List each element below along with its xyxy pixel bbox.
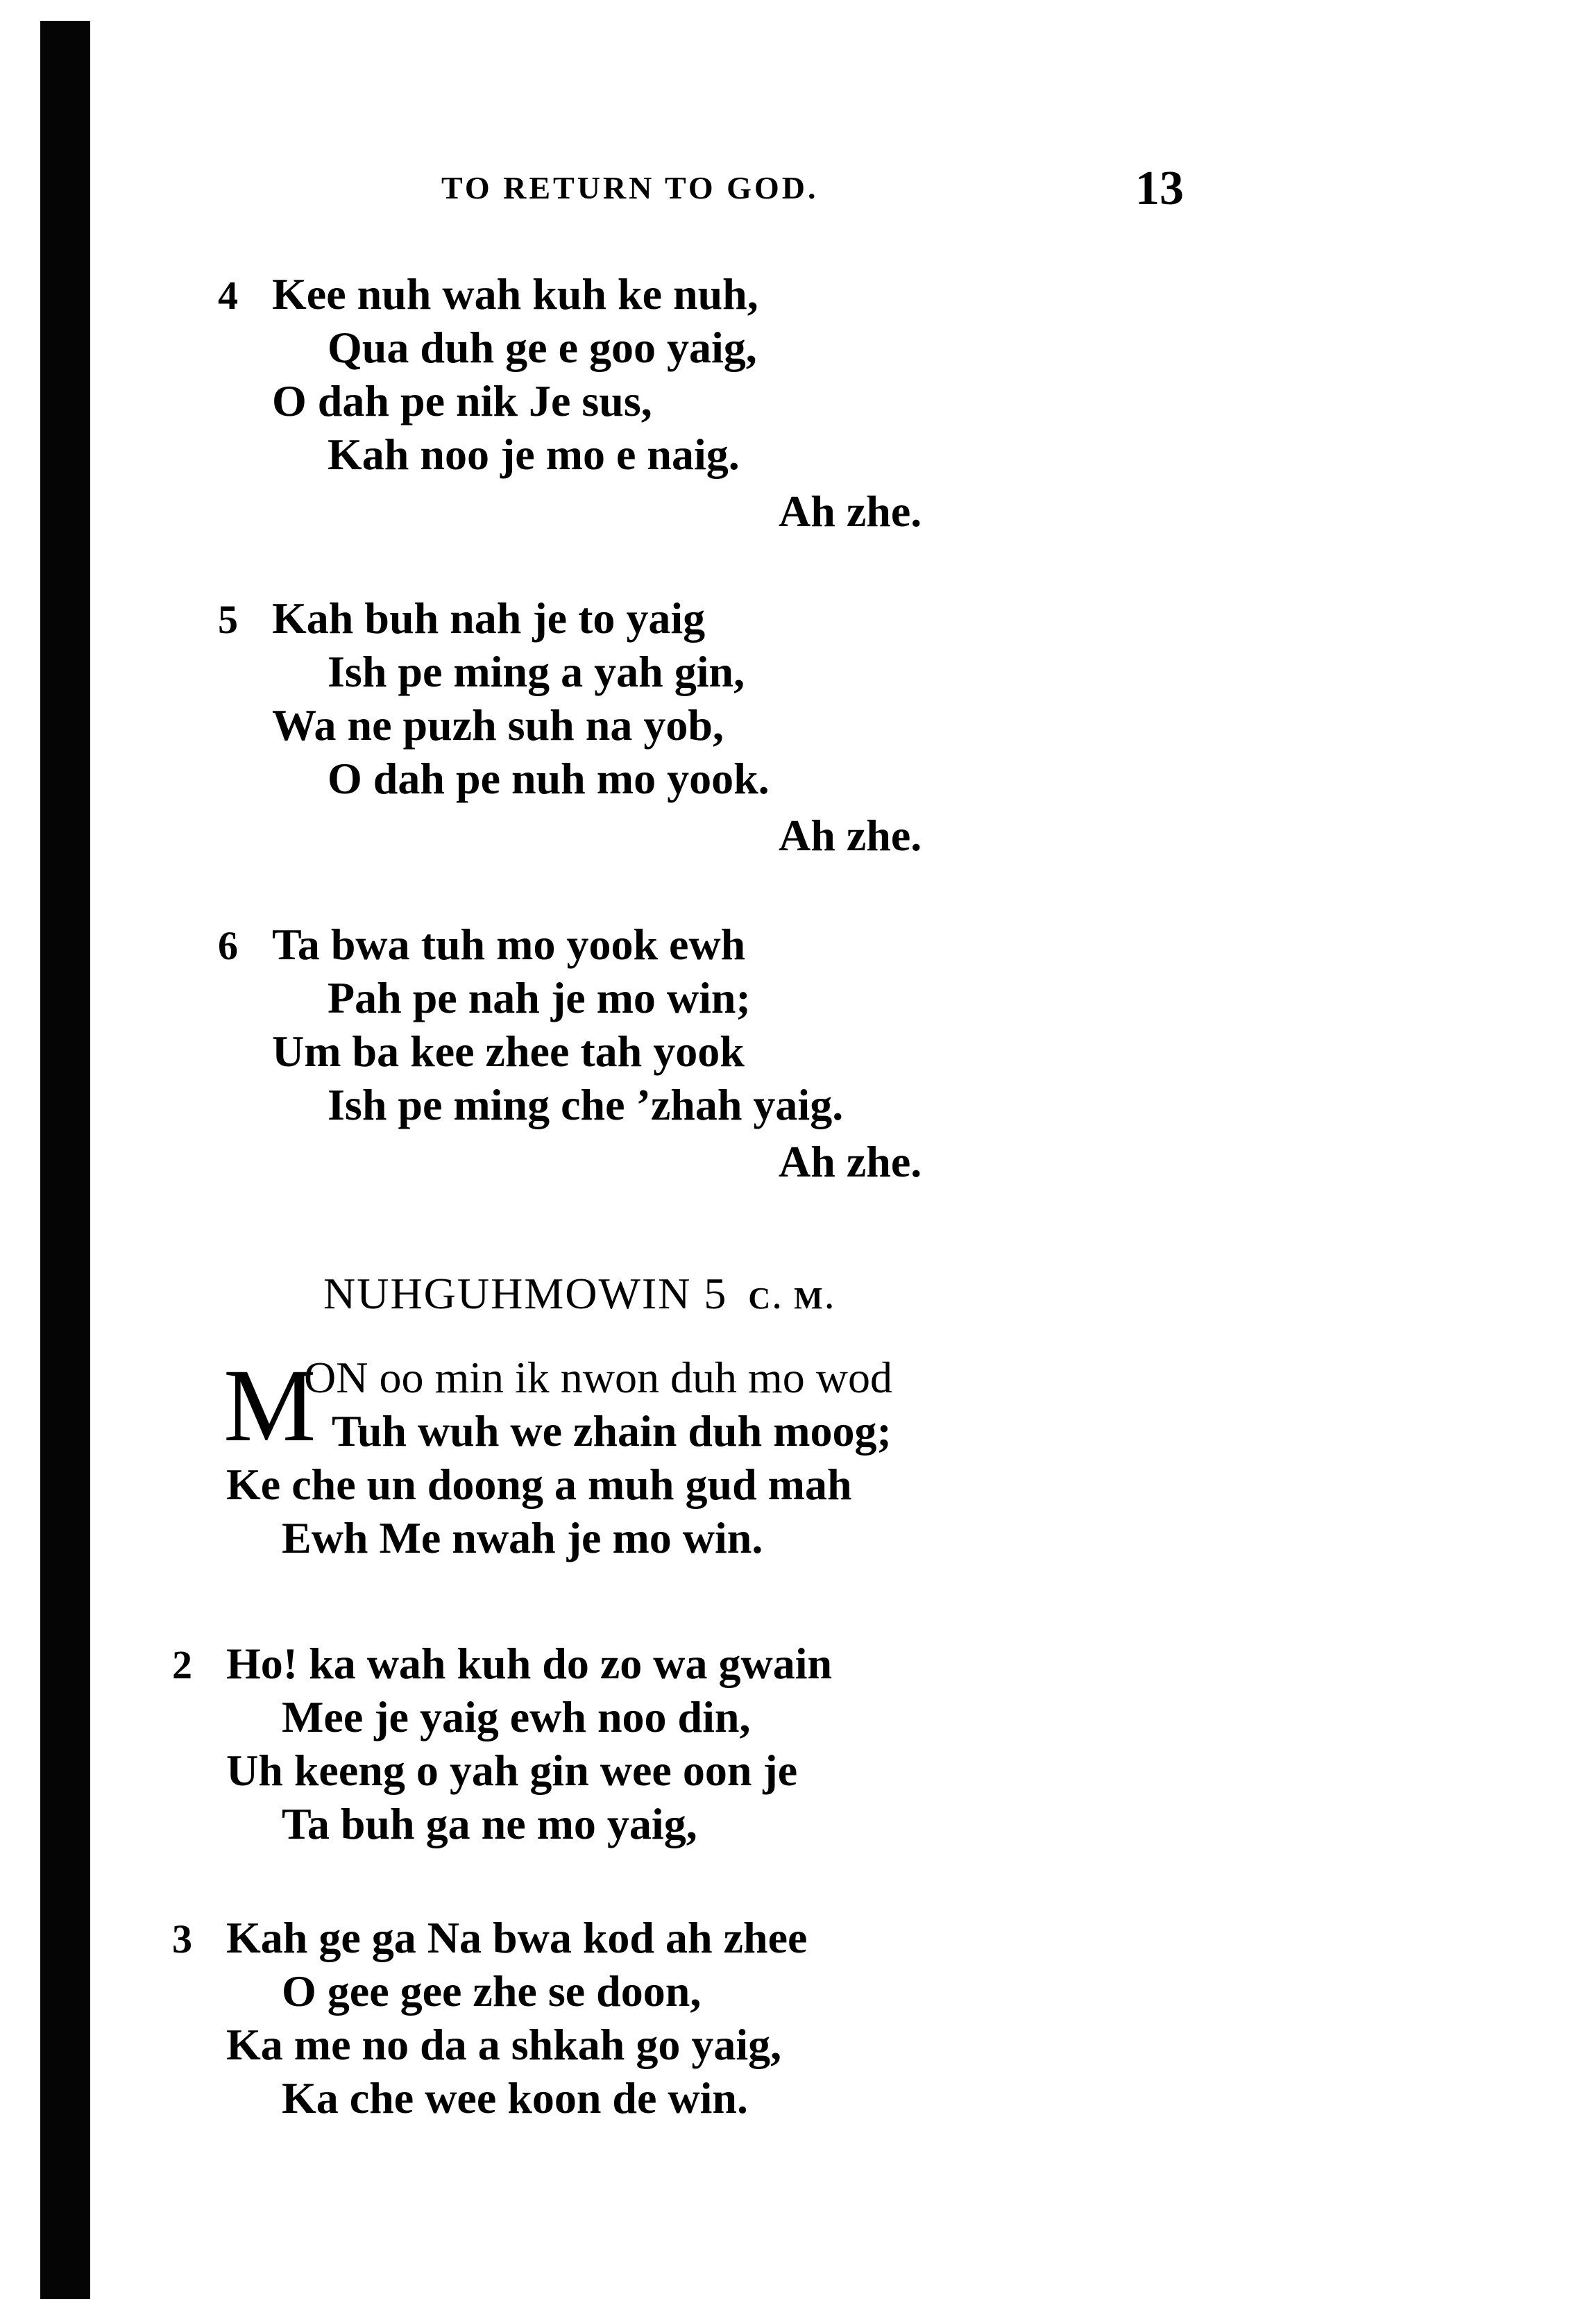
verse-line: Ewh Me nwah je mo win. <box>282 1513 763 1562</box>
refrain: Ah zhe. <box>779 811 922 860</box>
verse-line: Ta buh ga ne mo yaig, <box>282 1799 697 1848</box>
verse-line: Kah ge ga Na bwa kod ah zhee <box>226 1913 808 1962</box>
verse-line: Mee je yaig ewh noo din, <box>282 1692 751 1742</box>
refrain: Ah zhe. <box>779 1137 922 1186</box>
verse-line: O gee gee zhe se doon, <box>282 1966 702 2016</box>
verse-line: Kah noo je mo e naig. <box>328 430 740 479</box>
page-number: 13 <box>1135 162 1184 215</box>
verse-line: Tuh wuh we zhain duh moog; <box>332 1406 892 1456</box>
verse-line: Ka che wee koon de win. <box>282 2073 748 2123</box>
page-header <box>0 161 1596 215</box>
verse-line: Kee nuh wah kuh ke nuh, <box>272 269 758 319</box>
verse-line: Ta bwa tuh mo yook ewh <box>272 920 746 969</box>
verse-line: ON oo min ik nwon duh mo wod <box>304 1353 892 1402</box>
binding-edge <box>40 21 90 2299</box>
hymn-title <box>323 1268 836 1319</box>
verse-line: Ho! ka wah kuh do zo wa gwain <box>226 1639 833 1688</box>
stanza-number: 3 <box>172 1916 192 1962</box>
hymn-meter: C. M. <box>748 1281 836 1315</box>
stanza-number: 6 <box>218 923 238 968</box>
stanza-number: 4 <box>218 273 238 318</box>
verse-line: Uh keeng o yah gin wee oon je <box>226 1746 798 1795</box>
verse-line: Wa ne puzh suh na yob, <box>272 700 724 750</box>
verse-line: Ish pe ming a yah gin, <box>328 647 745 696</box>
drop-cap: M <box>223 1348 316 1463</box>
refrain: Ah zhe. <box>779 487 922 536</box>
stanza-number: 5 <box>218 597 238 642</box>
verse-line: Pah pe nah je mo win; <box>328 973 751 1022</box>
verse-line: Ka me no da a shkah go yaig, <box>226 2020 782 2069</box>
verse-line: O dah pe nik Je sus, <box>272 376 652 425</box>
running-head: TO RETURN TO GOD. <box>441 170 819 205</box>
verse-line: O dah pe nuh mo yook. <box>328 754 770 803</box>
verse-line: Ish pe ming che ’zhah yaig. <box>328 1080 844 1129</box>
verse-line: Kah buh nah je to yaig <box>272 593 706 643</box>
verse-line: Um ba kee zhee tah yook <box>272 1027 745 1076</box>
stanza-number: 2 <box>172 1642 192 1687</box>
hymn-title-text: NUHGUHMOWIN 5 <box>323 1269 728 1318</box>
verse-line: Ke che un doong a muh gud mah <box>226 1460 852 1509</box>
verse-line: Qua duh ge e goo yaig, <box>328 323 757 372</box>
